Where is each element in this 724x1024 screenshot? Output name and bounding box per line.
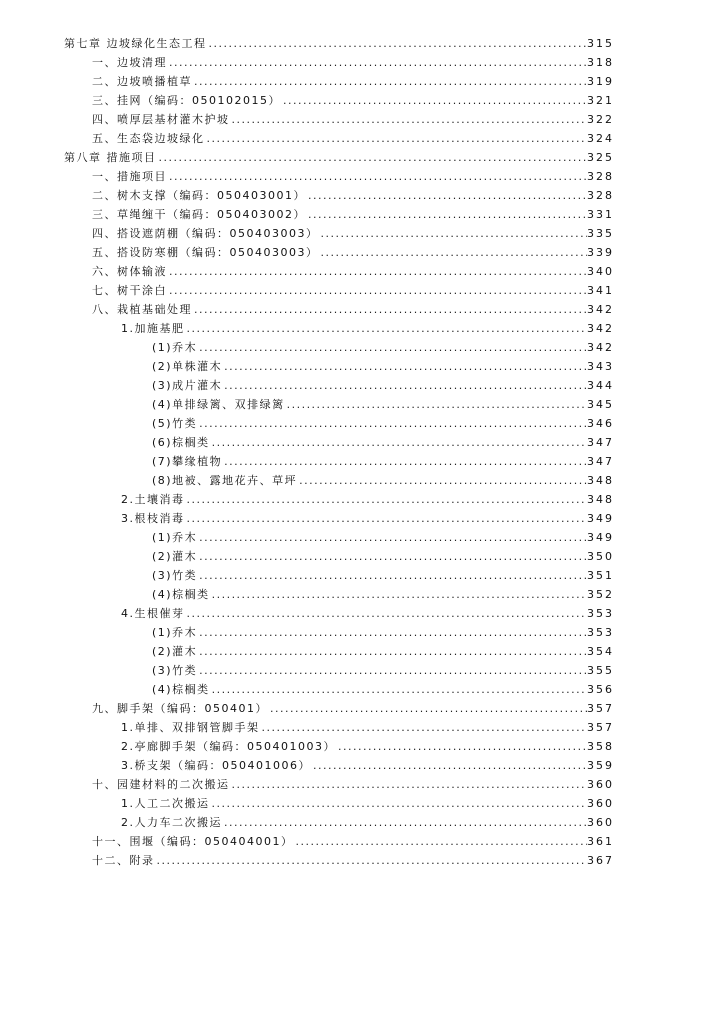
toc-entry-title: 1.人工二次搬运 xyxy=(121,797,210,810)
dot-leader xyxy=(222,357,587,376)
toc-entry-title: 1.单排、双排钢管脚手架 xyxy=(121,721,260,734)
toc-entry[interactable] xyxy=(64,357,614,376)
toc-entry[interactable] xyxy=(64,186,614,205)
toc-entry-page-number: 331 xyxy=(587,208,614,221)
toc-entry[interactable] xyxy=(64,72,614,91)
dot-leader xyxy=(210,433,587,452)
dot-leader xyxy=(167,262,587,281)
toc-entry-page-number: 347 xyxy=(587,436,614,449)
dot-leader xyxy=(197,642,587,661)
toc-entry[interactable] xyxy=(64,129,614,148)
toc-entry[interactable] xyxy=(64,148,614,167)
toc-entry-page-number: 321 xyxy=(587,94,614,107)
dot-leader xyxy=(336,737,587,756)
dot-leader xyxy=(210,794,588,813)
toc-entry-page-number: 351 xyxy=(587,569,614,582)
toc-entry[interactable] xyxy=(64,376,614,395)
toc-entry-page-number: 356 xyxy=(587,683,614,696)
toc-entry[interactable] xyxy=(64,167,614,186)
toc-entry-page-number: 318 xyxy=(587,56,614,69)
toc-entry[interactable] xyxy=(64,509,614,528)
dot-leader xyxy=(306,186,587,205)
toc-entry[interactable] xyxy=(64,205,614,224)
toc-entry-title: 二、边坡喷播植草 xyxy=(92,75,192,88)
toc-entry-title: 2.亭廊脚手架（编码：050401003） xyxy=(121,740,336,753)
toc-entry[interactable] xyxy=(64,623,614,642)
toc-entry-title: 4.生根催芽 xyxy=(121,607,185,620)
toc-entry-page-number: 352 xyxy=(587,588,614,601)
toc-entry[interactable] xyxy=(64,91,614,110)
toc-entry-title: (4)棕榈类 xyxy=(152,683,210,696)
dot-leader xyxy=(185,604,588,623)
toc-entry-page-number: 357 xyxy=(587,702,614,715)
toc-entry-title: 3.桥支架（编码：050401006） xyxy=(121,759,311,772)
toc-entry[interactable] xyxy=(64,737,614,756)
toc-entry[interactable] xyxy=(64,452,614,471)
toc-entry-title: 三、挂网（编码：050102015） xyxy=(92,94,281,107)
dot-leader xyxy=(185,319,588,338)
toc-entry-page-number: 349 xyxy=(587,531,614,544)
dot-leader xyxy=(210,680,587,699)
toc-entry-page-number: 342 xyxy=(587,341,614,354)
dot-leader xyxy=(192,300,587,319)
toc-entry-page-number: 345 xyxy=(587,398,614,411)
dot-leader xyxy=(167,53,587,72)
dot-leader xyxy=(268,699,587,718)
toc-entry-page-number: 355 xyxy=(587,664,614,677)
toc-entry-title: 第八章 措施项目 xyxy=(64,151,157,164)
dot-leader xyxy=(222,376,587,395)
toc-entry-page-number: 335 xyxy=(587,227,614,240)
toc-entry[interactable] xyxy=(64,604,614,623)
toc-entry-page-number: 359 xyxy=(587,759,614,772)
toc-entry-page-number: 328 xyxy=(587,170,614,183)
toc-entry[interactable] xyxy=(64,566,614,585)
toc-entry-page-number: 357 xyxy=(587,721,614,734)
dot-leader xyxy=(207,34,588,53)
toc-entry[interactable] xyxy=(64,110,614,129)
toc-entry-title: (4)棕榈类 xyxy=(152,588,210,601)
toc-entry-page-number: 341 xyxy=(587,284,614,297)
toc-entry[interactable] xyxy=(64,680,614,699)
toc-entry-title: 四、喷厚层基材灌木护坡 xyxy=(92,113,230,126)
toc-entry[interactable] xyxy=(64,585,614,604)
toc-entry-title: (2)单株灌木 xyxy=(152,360,223,373)
toc-entry[interactable] xyxy=(64,262,614,281)
dot-leader xyxy=(167,167,587,186)
toc-entry-page-number: 367 xyxy=(587,854,614,867)
toc-entry[interactable] xyxy=(64,699,614,718)
toc-entry-title: (2)灌木 xyxy=(152,645,198,658)
toc-entry[interactable] xyxy=(64,471,614,490)
table-of-contents xyxy=(64,34,614,870)
toc-entry[interactable] xyxy=(64,224,614,243)
dot-leader xyxy=(285,395,587,414)
toc-entry-page-number: 360 xyxy=(587,797,614,810)
toc-entry-page-number: 348 xyxy=(587,474,614,487)
toc-entry[interactable] xyxy=(64,319,614,338)
toc-entry-page-number: 315 xyxy=(587,37,614,50)
dot-leader xyxy=(197,414,587,433)
toc-entry-title: 2.土壤消毒 xyxy=(121,493,185,506)
toc-entry-page-number: 339 xyxy=(587,246,614,259)
dot-leader xyxy=(260,718,588,737)
dot-leader xyxy=(294,832,588,851)
toc-entry-page-number: 325 xyxy=(587,151,614,164)
toc-entry[interactable] xyxy=(64,851,614,870)
toc-entry[interactable] xyxy=(64,338,614,357)
toc-entry-title: 六、树体输液 xyxy=(92,265,167,278)
toc-entry-page-number: 322 xyxy=(587,113,614,126)
toc-entry-title: 2.人力车二次搬运 xyxy=(121,816,222,829)
dot-leader xyxy=(185,490,588,509)
toc-entry-page-number: 344 xyxy=(587,379,614,392)
toc-entry-title: 九、脚手架（编码：050401） xyxy=(92,702,268,715)
dot-leader xyxy=(167,281,587,300)
toc-entry-page-number: 319 xyxy=(587,75,614,88)
toc-entry[interactable] xyxy=(64,281,614,300)
dot-leader xyxy=(197,623,587,642)
toc-entry-title: (1)乔木 xyxy=(152,341,198,354)
toc-entry-title: 十二、附录 xyxy=(92,854,155,867)
dot-leader xyxy=(210,585,587,604)
dot-leader xyxy=(230,110,588,129)
toc-entry[interactable] xyxy=(64,832,614,851)
toc-entry-title: (5)竹类 xyxy=(152,417,198,430)
toc-entry-title: 1.加施基肥 xyxy=(121,322,185,335)
dot-leader xyxy=(230,775,588,794)
toc-entry-page-number: 348 xyxy=(587,493,614,506)
toc-entry-page-number: 358 xyxy=(587,740,614,753)
dot-leader xyxy=(311,756,587,775)
toc-entry[interactable] xyxy=(64,53,614,72)
toc-entry-title: (3)竹类 xyxy=(152,569,198,582)
toc-entry[interactable] xyxy=(64,813,614,832)
toc-entry-title: (7)攀缘植物 xyxy=(152,455,223,468)
toc-entry[interactable] xyxy=(64,395,614,414)
toc-entry-page-number: 360 xyxy=(587,816,614,829)
toc-entry[interactable] xyxy=(64,243,614,262)
toc-entry-title: (1)乔木 xyxy=(152,531,198,544)
toc-entry[interactable] xyxy=(64,775,614,794)
toc-entry-page-number: 350 xyxy=(587,550,614,563)
toc-entry-title: (1)乔木 xyxy=(152,626,198,639)
toc-entry[interactable] xyxy=(64,661,614,680)
toc-entry-page-number: 353 xyxy=(587,626,614,639)
toc-entry-page-number: 324 xyxy=(587,132,614,145)
toc-entry-title: 十、园建材料的二次搬运 xyxy=(92,778,230,791)
dot-leader xyxy=(197,338,587,357)
toc-entry[interactable] xyxy=(64,414,614,433)
toc-entry-title: 八、栽植基础处理 xyxy=(92,303,192,316)
toc-entry-title: (2)灌木 xyxy=(152,550,198,563)
dot-leader xyxy=(197,661,587,680)
dot-leader xyxy=(155,851,588,870)
toc-entry-page-number: 360 xyxy=(587,778,614,791)
toc-entry-title: (8)地被、露地花卉、草坪 xyxy=(152,474,298,487)
dot-leader xyxy=(319,224,588,243)
dot-leader xyxy=(197,528,587,547)
toc-entry-page-number: 343 xyxy=(587,360,614,373)
toc-entry-page-number: 347 xyxy=(587,455,614,468)
toc-entry[interactable] xyxy=(64,300,614,319)
toc-entry-page-number: 342 xyxy=(587,303,614,316)
dot-leader xyxy=(306,205,587,224)
toc-entry-page-number: 342 xyxy=(587,322,614,335)
toc-entry[interactable] xyxy=(64,528,614,547)
dot-leader xyxy=(319,243,588,262)
toc-entry-title: (3)成片灌木 xyxy=(152,379,223,392)
toc-entry-title: (3)竹类 xyxy=(152,664,198,677)
toc-entry-title: 一、措施项目 xyxy=(92,170,167,183)
toc-entry-title: 四、搭设遮荫棚（编码：050403003） xyxy=(92,227,319,240)
toc-entry-title: (4)单排绿篱、双排绿篱 xyxy=(152,398,285,411)
dot-leader xyxy=(192,72,587,91)
dot-leader xyxy=(197,547,587,566)
toc-entry-title: 二、树木支撑（编码：050403001） xyxy=(92,189,306,202)
toc-entry-page-number: 346 xyxy=(587,417,614,430)
toc-entry[interactable] xyxy=(64,490,614,509)
dot-leader xyxy=(222,813,587,832)
toc-entry-page-number: 349 xyxy=(587,512,614,525)
toc-entry[interactable] xyxy=(64,642,614,661)
dot-leader xyxy=(205,129,588,148)
dot-leader xyxy=(222,452,587,471)
toc-entry-title: 五、搭设防寒棚（编码：050403003） xyxy=(92,246,319,259)
toc-entry[interactable] xyxy=(64,547,614,566)
toc-entry-title: 五、生态袋边坡绿化 xyxy=(92,132,205,145)
toc-entry-title: 七、树干涂白 xyxy=(92,284,167,297)
toc-entry-page-number: 361 xyxy=(587,835,614,848)
toc-entry[interactable] xyxy=(64,718,614,737)
toc-entry-page-number: 354 xyxy=(587,645,614,658)
toc-entry-page-number: 353 xyxy=(587,607,614,620)
toc-entry[interactable] xyxy=(64,34,614,53)
toc-entry-title: 一、边坡清理 xyxy=(92,56,167,69)
toc-entry-page-number: 328 xyxy=(587,189,614,202)
dot-leader xyxy=(197,566,587,585)
toc-entry-page-number: 340 xyxy=(587,265,614,278)
dot-leader xyxy=(281,91,587,110)
toc-entry-title: 第七章 边坡绿化生态工程 xyxy=(64,37,207,50)
dot-leader xyxy=(157,148,588,167)
toc-entry-title: (6)棕榈类 xyxy=(152,436,210,449)
toc-entry[interactable] xyxy=(64,433,614,452)
toc-entry[interactable] xyxy=(64,794,614,813)
toc-entry-title: 十一、围堰（编码：050404001） xyxy=(92,835,294,848)
toc-entry[interactable] xyxy=(64,756,614,775)
toc-entry-title: 三、草绳缠干（编码：050403002） xyxy=(92,208,306,221)
toc-entry-title: 3.根枝消毒 xyxy=(121,512,185,525)
dot-leader xyxy=(185,509,588,528)
dot-leader xyxy=(297,471,587,490)
